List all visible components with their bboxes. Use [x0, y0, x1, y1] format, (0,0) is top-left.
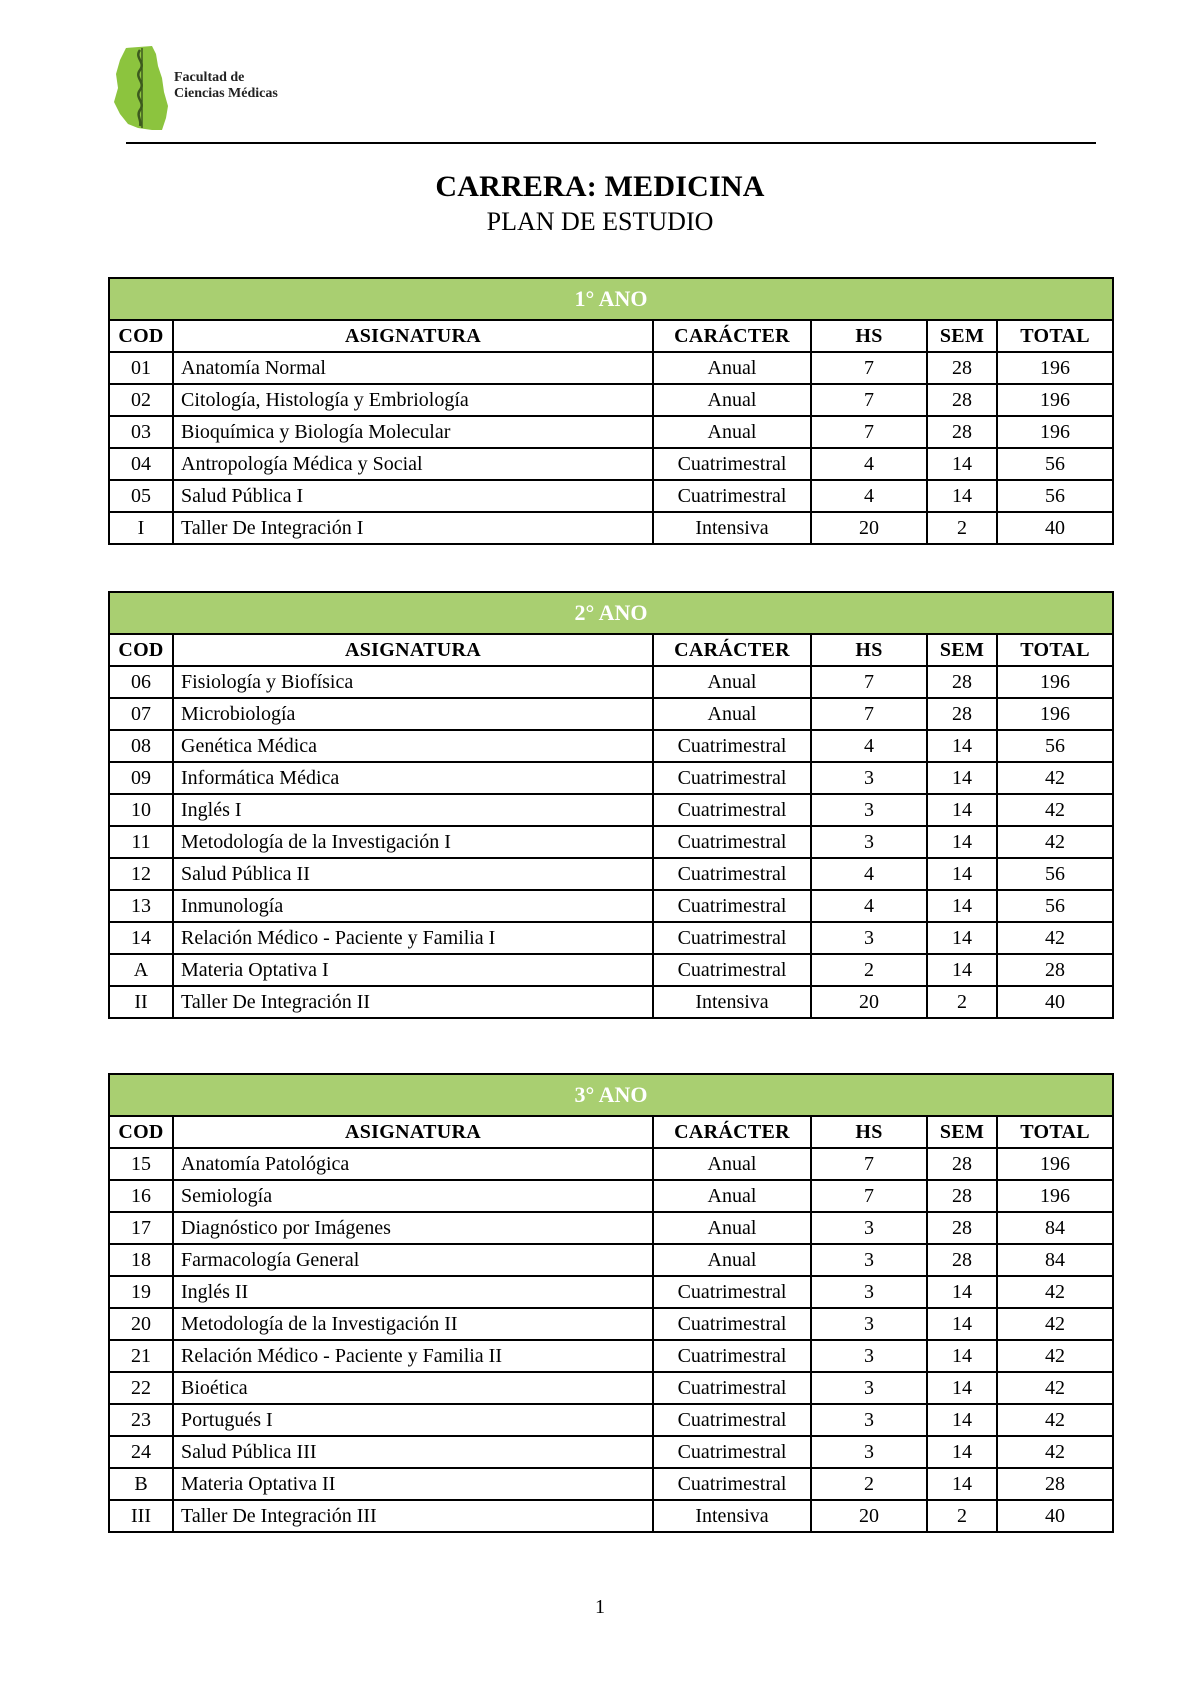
course-type: Cuatrimestral: [653, 1436, 811, 1468]
course-code: 24: [109, 1436, 173, 1468]
total-hours: 42: [997, 762, 1113, 794]
course-type: Anual: [653, 666, 811, 698]
weeks: 14: [927, 448, 997, 480]
course-type: Cuatrimestral: [653, 826, 811, 858]
hours-per-week: 7: [811, 698, 927, 730]
total-hours: 42: [997, 794, 1113, 826]
weeks: 14: [927, 826, 997, 858]
total-hours: 42: [997, 1404, 1113, 1436]
total-hours: 42: [997, 1340, 1113, 1372]
year-heading: 3° ANO: [109, 1074, 1113, 1116]
course-type: Cuatrimestral: [653, 480, 811, 512]
weeks: 2: [927, 986, 997, 1018]
weeks: 28: [927, 666, 997, 698]
course-code: I: [109, 512, 173, 544]
header-divider: [126, 142, 1096, 144]
course-code: 19: [109, 1276, 173, 1308]
course-type: Cuatrimestral: [653, 890, 811, 922]
weeks: 14: [927, 1404, 997, 1436]
hours-per-week: 20: [811, 1500, 927, 1532]
page-title: CARRERA: MEDICINA: [435, 170, 765, 203]
hours-per-week: 3: [811, 1340, 927, 1372]
course-type: Cuatrimestral: [653, 762, 811, 794]
column-header: SEM: [927, 1116, 997, 1148]
table-row: [109, 986, 1113, 1018]
total-hours: 28: [997, 1468, 1113, 1500]
table-row: [109, 352, 1113, 384]
table-row: [109, 1212, 1113, 1244]
course-name: Inglés I: [173, 794, 653, 826]
column-header: CARÁCTER: [653, 1116, 811, 1148]
column-header: TOTAL: [997, 320, 1113, 352]
weeks: 14: [927, 954, 997, 986]
course-type: Anual: [653, 1180, 811, 1212]
column-header: HS: [811, 634, 927, 666]
table-row: [109, 698, 1113, 730]
logo-line-1: Facultad de: [174, 70, 245, 85]
course-type: Anual: [653, 416, 811, 448]
table-row: [109, 730, 1113, 762]
total-hours: 196: [997, 698, 1113, 730]
column-header: ASIGNATURA: [173, 634, 653, 666]
weeks: 14: [927, 480, 997, 512]
course-type: Anual: [653, 352, 811, 384]
hours-per-week: 2: [811, 1468, 927, 1500]
course-code: 04: [109, 448, 173, 480]
course-type: Cuatrimestral: [653, 794, 811, 826]
column-header: TOTAL: [997, 634, 1113, 666]
course-code: 12: [109, 858, 173, 890]
course-code: II: [109, 986, 173, 1018]
total-hours: 56: [997, 890, 1113, 922]
column-header: CARÁCTER: [653, 634, 811, 666]
total-hours: 40: [997, 512, 1113, 544]
table-row: [109, 666, 1113, 698]
column-header: CARÁCTER: [653, 320, 811, 352]
course-type: Anual: [653, 384, 811, 416]
hours-per-week: 3: [811, 922, 927, 954]
table-row: [109, 1148, 1113, 1180]
course-name: Informática Médica: [173, 762, 653, 794]
year-table: [108, 591, 1114, 1019]
column-header: COD: [109, 634, 173, 666]
course-name: Relación Médico - Paciente y Familia I: [173, 922, 653, 954]
total-hours: 56: [997, 858, 1113, 890]
course-name: Taller De Integración I: [173, 512, 653, 544]
course-type: Cuatrimestral: [653, 1404, 811, 1436]
table-row: [109, 922, 1113, 954]
total-hours: 196: [997, 416, 1113, 448]
course-code: 13: [109, 890, 173, 922]
hours-per-week: 7: [811, 666, 927, 698]
total-hours: 84: [997, 1244, 1113, 1276]
weeks: 14: [927, 1340, 997, 1372]
course-name: Salud Pública III: [173, 1436, 653, 1468]
weeks: 28: [927, 384, 997, 416]
total-hours: 196: [997, 352, 1113, 384]
course-type: Cuatrimestral: [653, 1468, 811, 1500]
course-name: Farmacología General: [173, 1244, 653, 1276]
course-name: Fisiología y Biofísica: [173, 666, 653, 698]
course-code: 10: [109, 794, 173, 826]
course-type: Anual: [653, 1244, 811, 1276]
column-header: COD: [109, 1116, 173, 1148]
course-code: B: [109, 1468, 173, 1500]
course-name: Bioquímica y Biología Molecular: [173, 416, 653, 448]
hours-per-week: 3: [811, 1244, 927, 1276]
total-hours: 56: [997, 730, 1113, 762]
hours-per-week: 7: [811, 384, 927, 416]
total-hours: 40: [997, 986, 1113, 1018]
course-type: Cuatrimestral: [653, 730, 811, 762]
course-code: 17: [109, 1212, 173, 1244]
hours-per-week: 3: [811, 762, 927, 794]
table-row: [109, 1340, 1113, 1372]
course-code: 18: [109, 1244, 173, 1276]
year-heading: 1° ANO: [109, 278, 1113, 320]
table-header-row: [109, 1116, 1113, 1148]
logo-line-2: Ciencias Médicas: [174, 86, 278, 101]
course-name: Taller De Integración III: [173, 1500, 653, 1532]
hours-per-week: 3: [811, 794, 927, 826]
table-row: [109, 1244, 1113, 1276]
hours-per-week: 4: [811, 480, 927, 512]
course-type: Intensiva: [653, 512, 811, 544]
weeks: 28: [927, 1148, 997, 1180]
hours-per-week: 7: [811, 416, 927, 448]
table-row: [109, 890, 1113, 922]
course-code: 01: [109, 352, 173, 384]
course-code: 07: [109, 698, 173, 730]
course-name: Anatomía Patológica: [173, 1148, 653, 1180]
course-type: Cuatrimestral: [653, 448, 811, 480]
total-hours: 196: [997, 384, 1113, 416]
weeks: 14: [927, 922, 997, 954]
page-subtitle: PLAN DE ESTUDIO: [486, 207, 714, 236]
hours-per-week: 3: [811, 826, 927, 858]
year-table: [108, 1073, 1114, 1533]
course-type: Cuatrimestral: [653, 1276, 811, 1308]
weeks: 28: [927, 1212, 997, 1244]
total-hours: 42: [997, 1372, 1113, 1404]
table-row: [109, 1404, 1113, 1436]
course-type: Cuatrimestral: [653, 954, 811, 986]
course-code: 20: [109, 1308, 173, 1340]
table-header-row: [109, 634, 1113, 666]
course-type: Anual: [653, 1148, 811, 1180]
column-header: SEM: [927, 634, 997, 666]
table-row: [109, 1436, 1113, 1468]
table-row: [109, 1372, 1113, 1404]
weeks: 28: [927, 416, 997, 448]
course-name: Diagnóstico por Imágenes: [173, 1212, 653, 1244]
weeks: 2: [927, 1500, 997, 1532]
table-row: [109, 1276, 1113, 1308]
course-name: Metodología de la Investigación II: [173, 1308, 653, 1340]
hours-per-week: 7: [811, 1148, 927, 1180]
weeks: 14: [927, 1372, 997, 1404]
course-name: Microbiología: [173, 698, 653, 730]
total-hours: 28: [997, 954, 1113, 986]
year-heading: 2° ANO: [109, 592, 1113, 634]
hours-per-week: 3: [811, 1276, 927, 1308]
course-name: Relación Médico - Paciente y Familia II: [173, 1340, 653, 1372]
course-type: Intensiva: [653, 986, 811, 1018]
course-type: Cuatrimestral: [653, 922, 811, 954]
faculty-logo: [112, 44, 302, 134]
column-header: SEM: [927, 320, 997, 352]
course-name: Materia Optativa I: [173, 954, 653, 986]
course-name: Citología, Histología y Embriología: [173, 384, 653, 416]
weeks: 14: [927, 794, 997, 826]
table-row: [109, 480, 1113, 512]
course-type: Cuatrimestral: [653, 858, 811, 890]
course-name: Taller De Integración II: [173, 986, 653, 1018]
table-row: [109, 826, 1113, 858]
hours-per-week: 3: [811, 1212, 927, 1244]
hours-per-week: 20: [811, 512, 927, 544]
course-code: 08: [109, 730, 173, 762]
course-name: Salud Pública I: [173, 480, 653, 512]
weeks: 14: [927, 1436, 997, 1468]
course-code: 05: [109, 480, 173, 512]
faculty-name: [174, 70, 278, 102]
hours-per-week: 3: [811, 1436, 927, 1468]
hours-per-week: 2: [811, 954, 927, 986]
course-code: 02: [109, 384, 173, 416]
page-number: 1: [595, 1596, 605, 1618]
year-table: [108, 277, 1114, 545]
total-hours: 196: [997, 666, 1113, 698]
course-type: Intensiva: [653, 1500, 811, 1532]
course-name: Inglés II: [173, 1276, 653, 1308]
course-name: Anatomía Normal: [173, 352, 653, 384]
course-type: Cuatrimestral: [653, 1372, 811, 1404]
course-type: Cuatrimestral: [653, 1308, 811, 1340]
hours-per-week: 3: [811, 1308, 927, 1340]
weeks: 14: [927, 1308, 997, 1340]
course-code: 14: [109, 922, 173, 954]
course-code: 11: [109, 826, 173, 858]
column-header: HS: [811, 1116, 927, 1148]
weeks: 14: [927, 730, 997, 762]
table-row: [109, 384, 1113, 416]
table-row: [109, 1468, 1113, 1500]
course-name: Genética Médica: [173, 730, 653, 762]
weeks: 28: [927, 1180, 997, 1212]
course-name: Bioética: [173, 1372, 653, 1404]
table-row: [109, 1180, 1113, 1212]
table-row: [109, 416, 1113, 448]
total-hours: 56: [997, 480, 1113, 512]
table-row: [109, 1308, 1113, 1340]
hours-per-week: 4: [811, 730, 927, 762]
course-code: 21: [109, 1340, 173, 1372]
table-row: [109, 512, 1113, 544]
total-hours: 40: [997, 1500, 1113, 1532]
table-row: [109, 762, 1113, 794]
course-name: Metodología de la Investigación I: [173, 826, 653, 858]
weeks: 14: [927, 1468, 997, 1500]
total-hours: 42: [997, 826, 1113, 858]
hours-per-week: 4: [811, 858, 927, 890]
table-row: [109, 858, 1113, 890]
course-code: 06: [109, 666, 173, 698]
course-code: 22: [109, 1372, 173, 1404]
hours-per-week: 20: [811, 986, 927, 1018]
course-code: 16: [109, 1180, 173, 1212]
hours-per-week: 4: [811, 890, 927, 922]
weeks: 14: [927, 1276, 997, 1308]
column-header: COD: [109, 320, 173, 352]
total-hours: 56: [997, 448, 1113, 480]
total-hours: 42: [997, 922, 1113, 954]
course-code: 03: [109, 416, 173, 448]
course-type: Cuatrimestral: [653, 1340, 811, 1372]
table-header-row: [109, 320, 1113, 352]
hours-per-week: 3: [811, 1372, 927, 1404]
weeks: 14: [927, 890, 997, 922]
course-name: Antropología Médica y Social: [173, 448, 653, 480]
total-hours: 42: [997, 1436, 1113, 1468]
course-type: Anual: [653, 698, 811, 730]
total-hours: 196: [997, 1148, 1113, 1180]
course-name: Portugués I: [173, 1404, 653, 1436]
table-row: [109, 954, 1113, 986]
hours-per-week: 3: [811, 1404, 927, 1436]
province-map-icon: [112, 44, 174, 134]
total-hours: 196: [997, 1180, 1113, 1212]
table-row: [109, 1500, 1113, 1532]
course-code: 23: [109, 1404, 173, 1436]
column-header: TOTAL: [997, 1116, 1113, 1148]
weeks: 2: [927, 512, 997, 544]
total-hours: 84: [997, 1212, 1113, 1244]
course-type: Anual: [653, 1212, 811, 1244]
course-code: A: [109, 954, 173, 986]
course-name: Materia Optativa II: [173, 1468, 653, 1500]
hours-per-week: 7: [811, 352, 927, 384]
course-code: 09: [109, 762, 173, 794]
weeks: 28: [927, 1244, 997, 1276]
total-hours: 42: [997, 1308, 1113, 1340]
weeks: 14: [927, 858, 997, 890]
column-header: ASIGNATURA: [173, 1116, 653, 1148]
hours-per-week: 4: [811, 448, 927, 480]
table-row: [109, 448, 1113, 480]
column-header: ASIGNATURA: [173, 320, 653, 352]
course-name: Salud Pública II: [173, 858, 653, 890]
course-name: Semiología: [173, 1180, 653, 1212]
total-hours: 42: [997, 1276, 1113, 1308]
weeks: 28: [927, 698, 997, 730]
table-row: [109, 794, 1113, 826]
course-code: 15: [109, 1148, 173, 1180]
course-code: III: [109, 1500, 173, 1532]
weeks: 14: [927, 762, 997, 794]
column-header: HS: [811, 320, 927, 352]
course-name: Inmunología: [173, 890, 653, 922]
weeks: 28: [927, 352, 997, 384]
hours-per-week: 7: [811, 1180, 927, 1212]
